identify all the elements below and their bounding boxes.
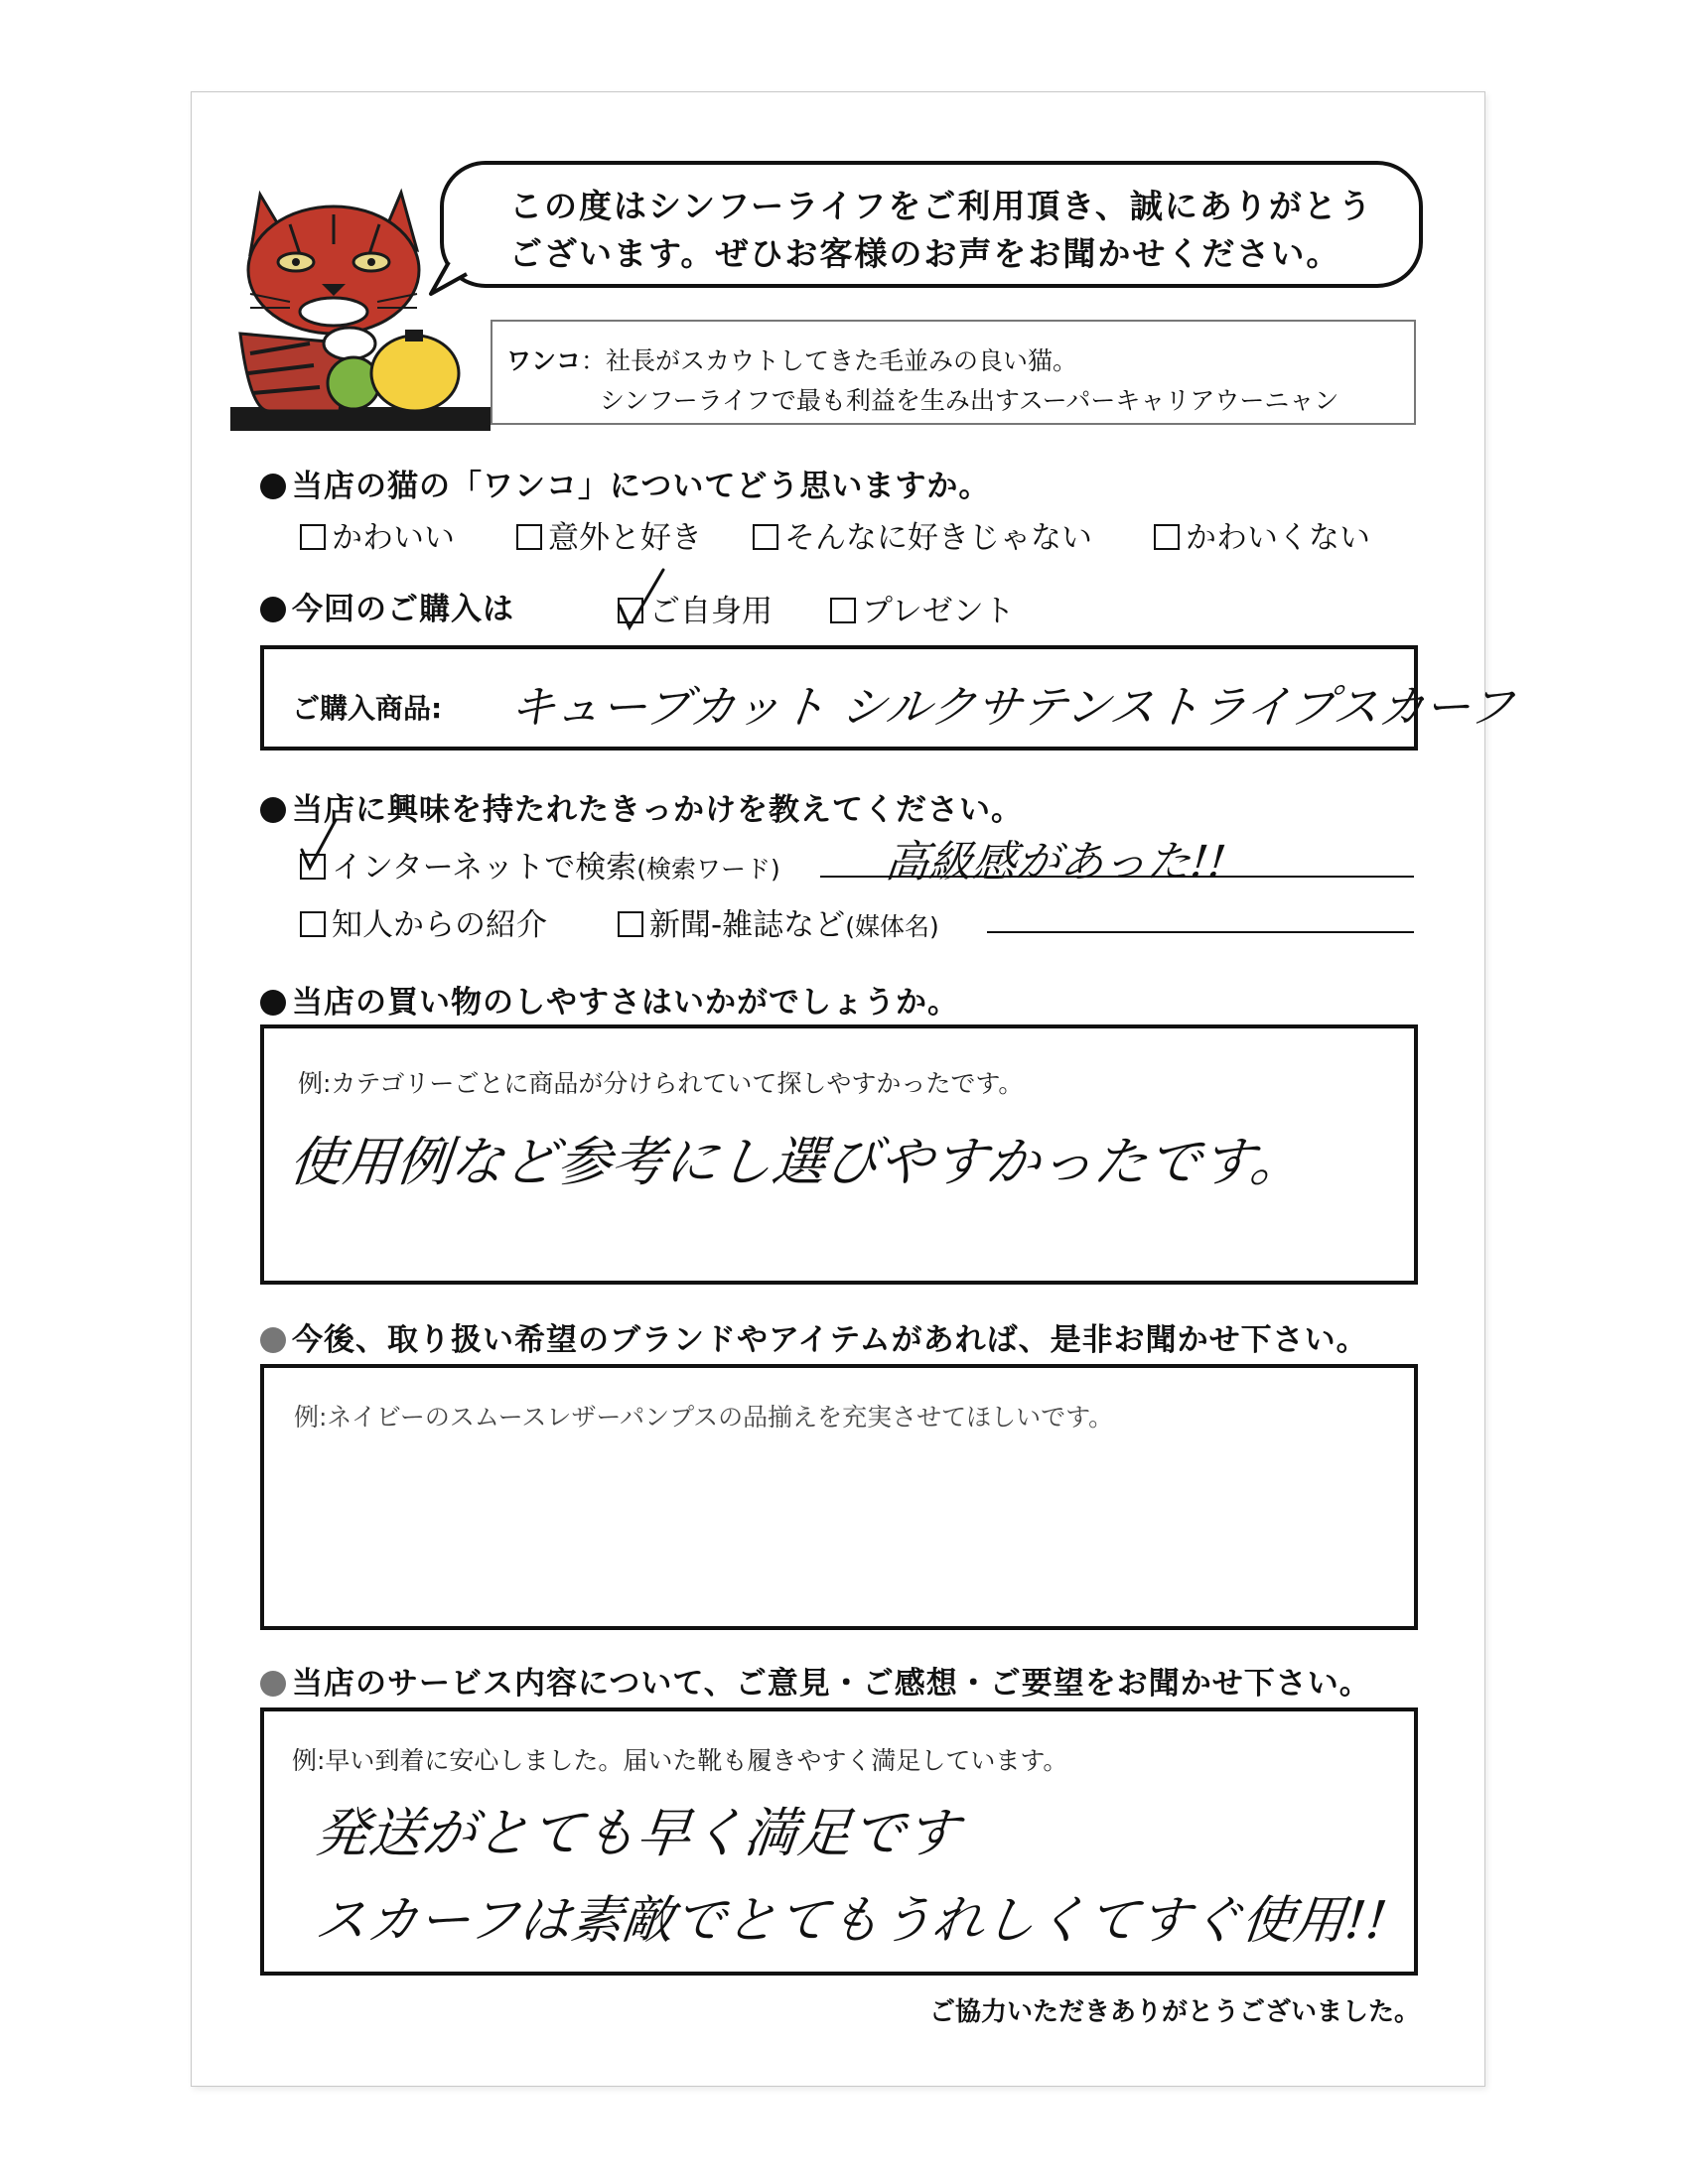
product-handwritten-value: キューブカット シルクサテンストライプスカーフ [506,680,1517,734]
product-label: ご購入商品: [292,692,443,725]
q5-answer-box[interactable] [260,1364,1418,1630]
q3-internet-sub-label: (検索ワード) [636,855,780,884]
checkbox-icon[interactable] [516,524,542,550]
q3-option-internet[interactable]: インターネットで検索(検索ワード) [300,842,780,887]
q4-example-text: 例:カテゴリーごとに商品が分けられていて探しやすかったです。 [298,1069,1024,1098]
q1-question: 当店の猫の「ワンコ」についてどう思いますか。 [260,461,990,505]
mascot-description-line-1: ：社長がスカウトしてきた毛並みの良い猫。 [581,346,1078,375]
q3-option-media[interactable]: 新聞-雑誌など(媒体名) [618,899,939,944]
handwritten-check-mark-icon [614,566,673,635]
checkbox-icon[interactable] [618,911,643,937]
bullet-icon [260,597,286,622]
bullet-icon [260,474,286,499]
thank-you-footer: ご協力いただきありがとうございました。 [928,1997,1420,2027]
q1-option-4[interactable]: かわいくない [1154,512,1370,557]
q1-option-3[interactable]: そんなに好きじゃない [753,512,1092,557]
q6-question: 当店のサービス内容について、ご意見・ご感想・ご要望をお聞かせ下さい。 [260,1658,1371,1703]
q4-answer-box[interactable] [260,1024,1418,1285]
q6-handwritten-answer-line-2: スカーフは素敵でとてもうれしくてすぐ使用!! [312,1891,1390,1951]
q5-example-text: 例:ネイビーのスムースレザーパンプスの品揃えを充実させてほしいです。 [294,1403,1114,1432]
bullet-icon [260,990,286,1016]
q2-option-gift[interactable]: プレゼント [830,586,1015,630]
checkbox-icon[interactable] [300,524,326,550]
checkbox-icon[interactable] [300,911,326,937]
q6-example-text: 例:早い到着に安心しました。届いた靴も履きやすく満足しています。 [292,1746,1068,1775]
q6-handwritten-answer-line-1: 発送がとても早く満足です [312,1802,962,1864]
purchased-product-box [260,645,1517,751]
mascot-description-box [491,320,1416,425]
speech-bubble [440,161,1423,288]
q5-question: 今後、取り扱い希望のブランドやアイテムがあれば、是非お聞かせ下さい。 [260,1314,1368,1359]
bubble-line-1: この度はシンフーライフをご利用頂き、誠にありがとう [509,187,1373,225]
q1-option-2[interactable]: 意外と好き [516,512,702,557]
bubble-line-2: ございます。ぜひお客様のお声をお聞かせください。 [509,234,1341,273]
bullet-icon [260,1671,286,1697]
speech-bubble-tail [427,260,477,300]
checkbox-icon[interactable] [1154,524,1180,550]
bullet-icon [260,797,286,823]
q1-option-1[interactable]: かわいい [300,512,455,557]
q3-question: 当店に興味を持たれたきっかけを教えてください。 [260,784,1023,829]
search-word-handwritten-answer: 高級感があった!! [882,837,1229,887]
media-name-underline [987,931,1414,933]
q3-option-friend[interactable]: 知人からの紹介 [300,899,547,944]
handwritten-check-mark-icon [296,814,346,874]
mascot-description-line-2: シンフーライフで最も利益を生み出すスーパーキャリアウーニャン [600,386,1339,415]
mascot-name-label: ワンコ [506,346,582,375]
bullet-icon [260,1327,286,1353]
q4-handwritten-answer: 使用例など参考にし選びやすかったです。 [286,1131,1308,1193]
q6-answer-box[interactable] [260,1707,1418,1976]
q2-option-self[interactable]: ご自身用 [618,586,773,630]
q3-media-sub-label: (媒体名) [845,912,939,941]
q4-question: 当店の買い物のしやすさはいかがでしょうか。 [260,977,959,1022]
checkbox-icon[interactable] [830,598,856,623]
lemon-fruit [371,336,459,411]
checkbox-icon[interactable] [753,524,778,550]
q2-question: 今回のご購入は [260,584,514,628]
